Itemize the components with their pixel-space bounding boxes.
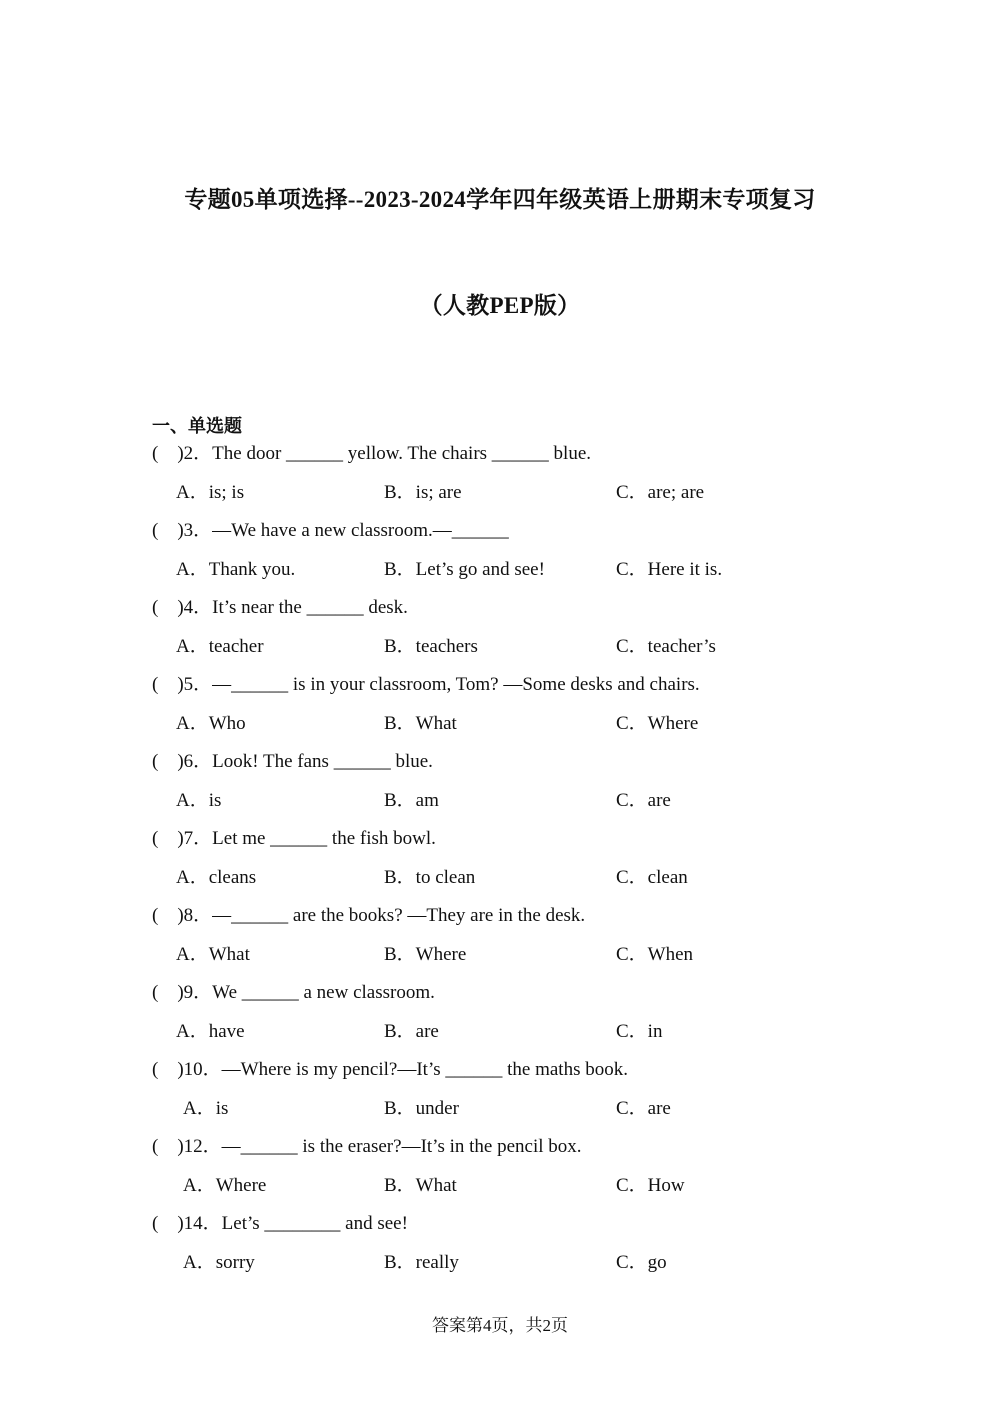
option-a: A．is; is — [176, 482, 245, 503]
option-a: A．is — [176, 790, 222, 811]
option-c: C．teacher’s — [616, 636, 716, 657]
question-stem: ( )9．We ______ a new classroom. — [152, 982, 435, 1003]
question-stem: ( )14．Let’s ________ and see! — [152, 1213, 408, 1234]
option-c: C．How — [616, 1175, 685, 1196]
option-b: B．teachers — [384, 636, 478, 657]
question-stem: ( )6．Look! The fans ______ blue. — [152, 751, 433, 772]
question-stem: ( )12．—______ is the eraser?—It’s in the pencil box. — [152, 1136, 582, 1157]
option-a: A．Where — [183, 1175, 267, 1196]
option-a: A．What — [176, 944, 250, 965]
page-title: 专题05单项选择--2023-2024学年四年级英语上册期末专项复习 — [184, 187, 816, 212]
option-c: C．When — [616, 944, 694, 965]
option-c: C．go — [616, 1252, 667, 1273]
option-a: A．Who — [176, 713, 246, 734]
option-c: C．are — [616, 790, 671, 811]
question-stem: ( )7．Let me ______ the fish bowl. — [152, 828, 436, 849]
option-a: A．have — [176, 1021, 245, 1042]
option-c: C．Here it is. — [616, 559, 723, 580]
option-b: B．really — [384, 1252, 459, 1273]
option-b: B．to clean — [384, 867, 476, 888]
option-a: A．Thank you. — [176, 559, 296, 580]
option-c: C．in — [616, 1021, 663, 1042]
option-c: C．are; are — [616, 482, 705, 503]
question-stem: ( )4．It’s near the ______ desk. — [152, 597, 408, 618]
option-c: C．clean — [616, 867, 688, 888]
option-c: C．Where — [616, 713, 699, 734]
option-a: A．is — [183, 1098, 229, 1119]
section-heading: 一、单选题 — [152, 416, 242, 436]
option-c: C．are — [616, 1098, 671, 1119]
option-b: B．Let’s go and see! — [384, 559, 545, 580]
option-b: B．are — [384, 1021, 439, 1042]
option-b: B．under — [384, 1098, 459, 1119]
option-a: A．cleans — [176, 867, 257, 888]
option-a: A．sorry — [183, 1252, 255, 1273]
question-stem: ( )8．—______ are the books? —They are in the desk. — [152, 905, 586, 926]
option-b: B．What — [384, 1175, 457, 1196]
question-stem: ( )5．—______ is in your classroom, Tom? —Some desks and chairs. — [152, 674, 700, 695]
question-stem: ( )3．—We have a new classroom.—______ — [152, 520, 509, 541]
option-b: B．What — [384, 713, 457, 734]
page-footer: 答案第4页，共2页 — [432, 1316, 568, 1335]
option-b: B．Where — [384, 944, 467, 965]
option-a: A．teacher — [176, 636, 264, 657]
option-b: B．is; are — [384, 482, 462, 503]
option-b: B．am — [384, 790, 439, 811]
question-stem: ( )10．—Where is my pencil?—It’s ______ the maths book. — [152, 1059, 628, 1080]
question-stem: ( )2．The door ______ yellow. The chairs ______ blue. — [152, 443, 592, 464]
page-subtitle: （人教PEP版） — [419, 293, 581, 318]
